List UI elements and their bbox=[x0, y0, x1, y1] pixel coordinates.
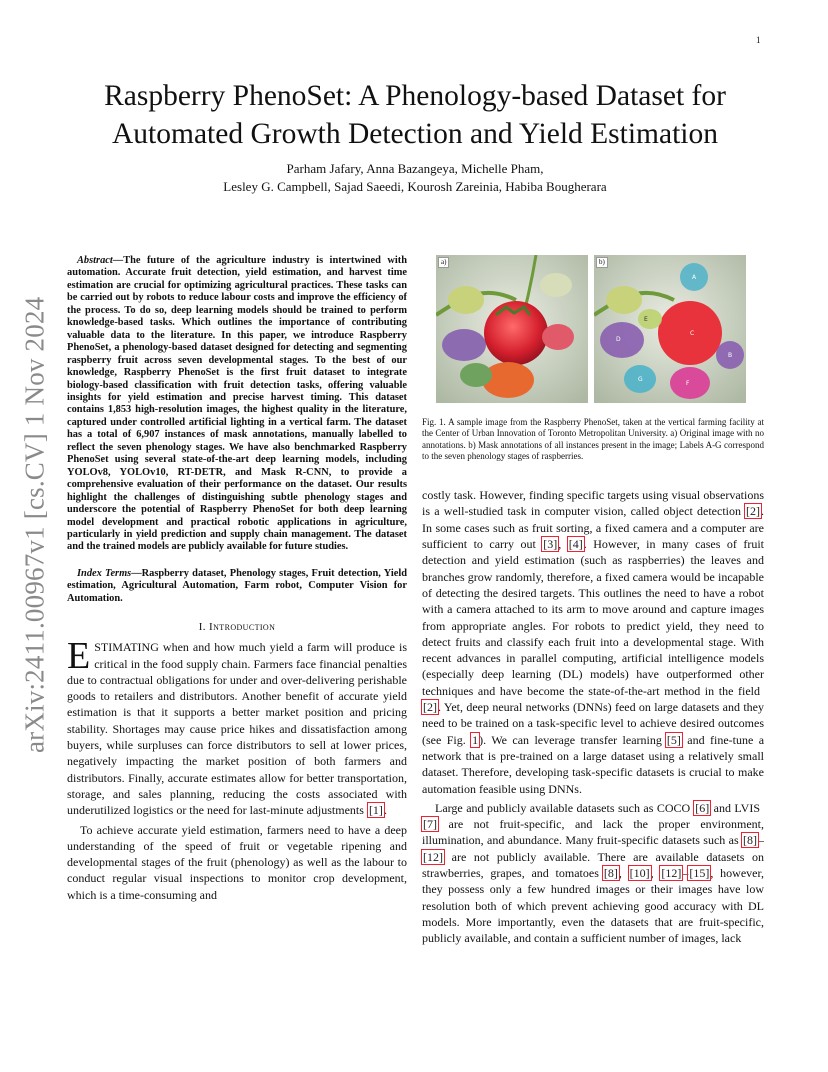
text-span: – bbox=[758, 833, 764, 848]
abstract-text: —The future of the agriculture industry is intertwined with automation. Accurate fruit detection, yield estimation, and harvest time estimation are crucial for optimizing agricultural practices. These tasks can be carried out by robots to reduce labour costs and improve the efficiency of the process. To do so, deep learning models should be trained to perform knowledge-based tasks. Which outlines the importance of contributing valuable data to the literature. In this paper, we introduce Raspberry PhenoSet, a phenology-based dataset designed for detecting and segmenting raspberry fruit across seven developmental stages. To the best of our knowledge, Raspberry PhenoSet is the first fruit dataset to integrate biology-based classification with fruit detection tasks, offering valuable insights for yield estimation and precise harvest timing. This dataset contains 1,853 high-resolution images, the highest quality in the literature, captured under controlled artificial lighting in a vertical farm. The dataset has a total of 6,907 instances of mask annotations, manually labelled to reflect the seven phenology stages. We have also benchmarked Raspberry PhenoSet using several state-of-the-art deep learning models, including YOLOv8, YOLOv10, RT-DETR, and Mask R-CNN, to provide a comprehensive evaluation of their performance on the dataset. Our results highlight the challenges of distinguishing subtle phenology stages and underscore the potential of Raspberry PhenoSet for both deep learning model development and practical robotic applications in agriculture, particularly in yield prediction and supply chain management. The dataset and the trained models are publicly available for future studies. bbox=[67, 255, 407, 553]
drop-cap: E bbox=[67, 635, 91, 678]
text-span: and LVIS bbox=[713, 800, 760, 815]
index-terms bbox=[67, 568, 407, 605]
page-number: 1 bbox=[756, 35, 761, 45]
citation-link[interactable]: [12] bbox=[423, 849, 443, 864]
figure-reference-link[interactable]: 1 bbox=[472, 732, 479, 747]
panel-label-a: a) bbox=[438, 257, 449, 268]
text-span: ). We can leverage transfer learning bbox=[479, 732, 662, 747]
text-span: Large and publicly available datasets such as COCO bbox=[435, 800, 691, 815]
citation-link[interactable]: [5] bbox=[666, 732, 681, 747]
citation-link[interactable]: [4] bbox=[568, 537, 583, 552]
text-span: costly task. However, finding specific targets using visual observations is a well-studied task in computer vision, called object detection bbox=[422, 488, 764, 519]
title-line-1: Raspberry PhenoSet: A Phenology-based Dataset for bbox=[104, 80, 726, 112]
text-span: , however, they possess only a few hundred images or their images have low resolution both of which prevent achieving good accuracy with DL models. More importantly, even the datasets that are fruit-specific, publicly available, and contain a sufficient number of images, lack bbox=[422, 866, 765, 946]
raspberry-photo-icon bbox=[436, 255, 588, 403]
authors-line-2: Lesley G. Campbell, Sajad Saeedi, Kourosh Zareinia, Habiba Bougherara bbox=[223, 179, 607, 194]
index-terms-text: —Raspberry dataset, Phenology stages, Fruit detection, Yield estimation, Agricultural Automation, Farm robot, Computer Vision for Automation. bbox=[67, 567, 407, 604]
text-span: and fine-tune a network that is pre-trained on a large dataset using a relatively small dataset. Therefore, developing task-specific datasets is crucial to make automation feasible using DNNs. bbox=[422, 732, 765, 796]
citation-link[interactable]: [10] bbox=[629, 866, 650, 881]
text-span: – bbox=[682, 866, 689, 881]
figure-1-caption: Fig. 1. A sample image from the Raspberry PhenoSet, taken at the vertical farming facility at the Center of Urban Innovation of Toronto Metropolitan University. a) Original image with no annotations. b) Mask annotations of all instances present in the image; Labels A-G correspond to the seven phenology stages of raspberries. bbox=[422, 417, 764, 461]
svg-text:A: A bbox=[692, 274, 697, 281]
text-span: . However, in many cases of fruit detection and yield estimation (such as raspberries) the leaves and branches grow randomly, therefore, a fixed camera would be incapable of detecting the desired targets. This outlines the need to have a robot with a camera attached to its arm to move around and capture images from appropriate angles. For robots to predict yield, they need to detect fruits and classify each fruit into a developmental stage. With recent advances in parallel computing, artificial intelligence models (especially deep learning (DL) models) have outperformed other techniques and have become the state-of-the-art method in the field bbox=[422, 537, 765, 698]
abstract bbox=[67, 255, 407, 554]
text-span: , bbox=[618, 866, 622, 881]
arxiv-side-stamp: arXiv:2411.00967v1 [cs.CV] 1 Nov 2024 bbox=[19, 296, 50, 754]
text-span: , bbox=[650, 866, 654, 881]
text-span: , bbox=[558, 537, 562, 552]
panel-label-b: b) bbox=[596, 257, 608, 268]
section-heading-introduction: I. Introduction bbox=[198, 621, 276, 634]
citation-link[interactable]: [3] bbox=[543, 537, 558, 552]
intro-paragraph-3 bbox=[422, 487, 764, 797]
figure-1 bbox=[422, 255, 764, 403]
authors-line-1: Parham Jafary, Anna Bazangeya, Michelle Pham, bbox=[286, 161, 544, 176]
svg-text:B: B bbox=[728, 352, 733, 359]
svg-text:G: G bbox=[638, 376, 643, 383]
svg-text:F: F bbox=[686, 380, 690, 387]
text-span: . In some cases such as fruit sorting, a fixed camera and a computer are sufficient to carry out bbox=[422, 504, 764, 552]
citation-link[interactable]: [8] bbox=[603, 866, 618, 881]
raspberry-annotated-photo-icon bbox=[594, 255, 746, 403]
right-column-body bbox=[422, 487, 764, 946]
citation-link[interactable]: [8] bbox=[743, 833, 757, 848]
abstract-lead: Abstract bbox=[77, 255, 113, 266]
left-column bbox=[67, 255, 407, 903]
intro-paragraph-1 bbox=[67, 635, 407, 818]
figure-panel-b bbox=[594, 255, 746, 403]
citation-link[interactable]: [2] bbox=[423, 700, 437, 715]
citation-link[interactable]: [7] bbox=[423, 817, 437, 832]
citation-link[interactable]: [12] bbox=[661, 866, 682, 881]
intro-paragraph-2: To achieve accurate yield estimation, farmers need to have a deep understanding of the speed of fruit or vegetable ripening and developmental stages of the fruit (phenology) as well as the labour to conduct regular visual inspections to monitor crop development, which is a time-consuming and bbox=[67, 822, 407, 902]
text-span: are not publicly available. There are available datasets on strawberries, grapes, and tomatoes bbox=[422, 849, 765, 881]
author-list bbox=[90, 160, 740, 196]
paper-title bbox=[40, 77, 790, 153]
index-terms-lead: Index Terms bbox=[77, 567, 132, 579]
svg-text:E: E bbox=[644, 316, 648, 323]
svg-text:C: C bbox=[690, 330, 695, 337]
intro-p1-text: STIMATING when and how much yield a farm will produce is critical in the food supply chain. Farmers face financial penalties due to contractual obligations for under and over-delivering perishable goods to retailers and distributors. Another benefit of accurate yield estimation is that it supports a better market position and pricing stability. Shortages may cause price hikes and dissatisfaction among buyers, while surpluses can force distributors to sell at lower prices, negatively impacting the market position of both farmers and distributors. Finally, accurate estimates allow for better transportation, storage, and sales planning, reducing the costs associated with underutilized logistics or the need for last-minute adjustments bbox=[67, 640, 407, 818]
svg-text:D: D bbox=[616, 336, 621, 343]
right-column bbox=[422, 255, 764, 947]
citation-link[interactable]: [2] bbox=[746, 504, 760, 519]
intro-paragraph-4 bbox=[422, 800, 764, 947]
text-span: . Yet, deep neural networks (DNNs) feed on large datasets and they need to be trained on a task-specific level to achieve desired outcomes (see Fig. bbox=[422, 700, 764, 747]
intro-p1-end: . bbox=[383, 803, 387, 818]
text-span: are not fruit-specific, and lack the proper environment, illumination, and abundance. Many fruit-specific datasets such as bbox=[422, 817, 764, 848]
figure-panel-a bbox=[436, 255, 588, 403]
citation-link[interactable]: [15] bbox=[689, 866, 710, 881]
title-line-2: Automated Growth Detection and Yield Estimation bbox=[112, 118, 718, 150]
citation-link[interactable]: [1] bbox=[368, 803, 383, 818]
citation-link[interactable]: [6] bbox=[695, 800, 710, 815]
